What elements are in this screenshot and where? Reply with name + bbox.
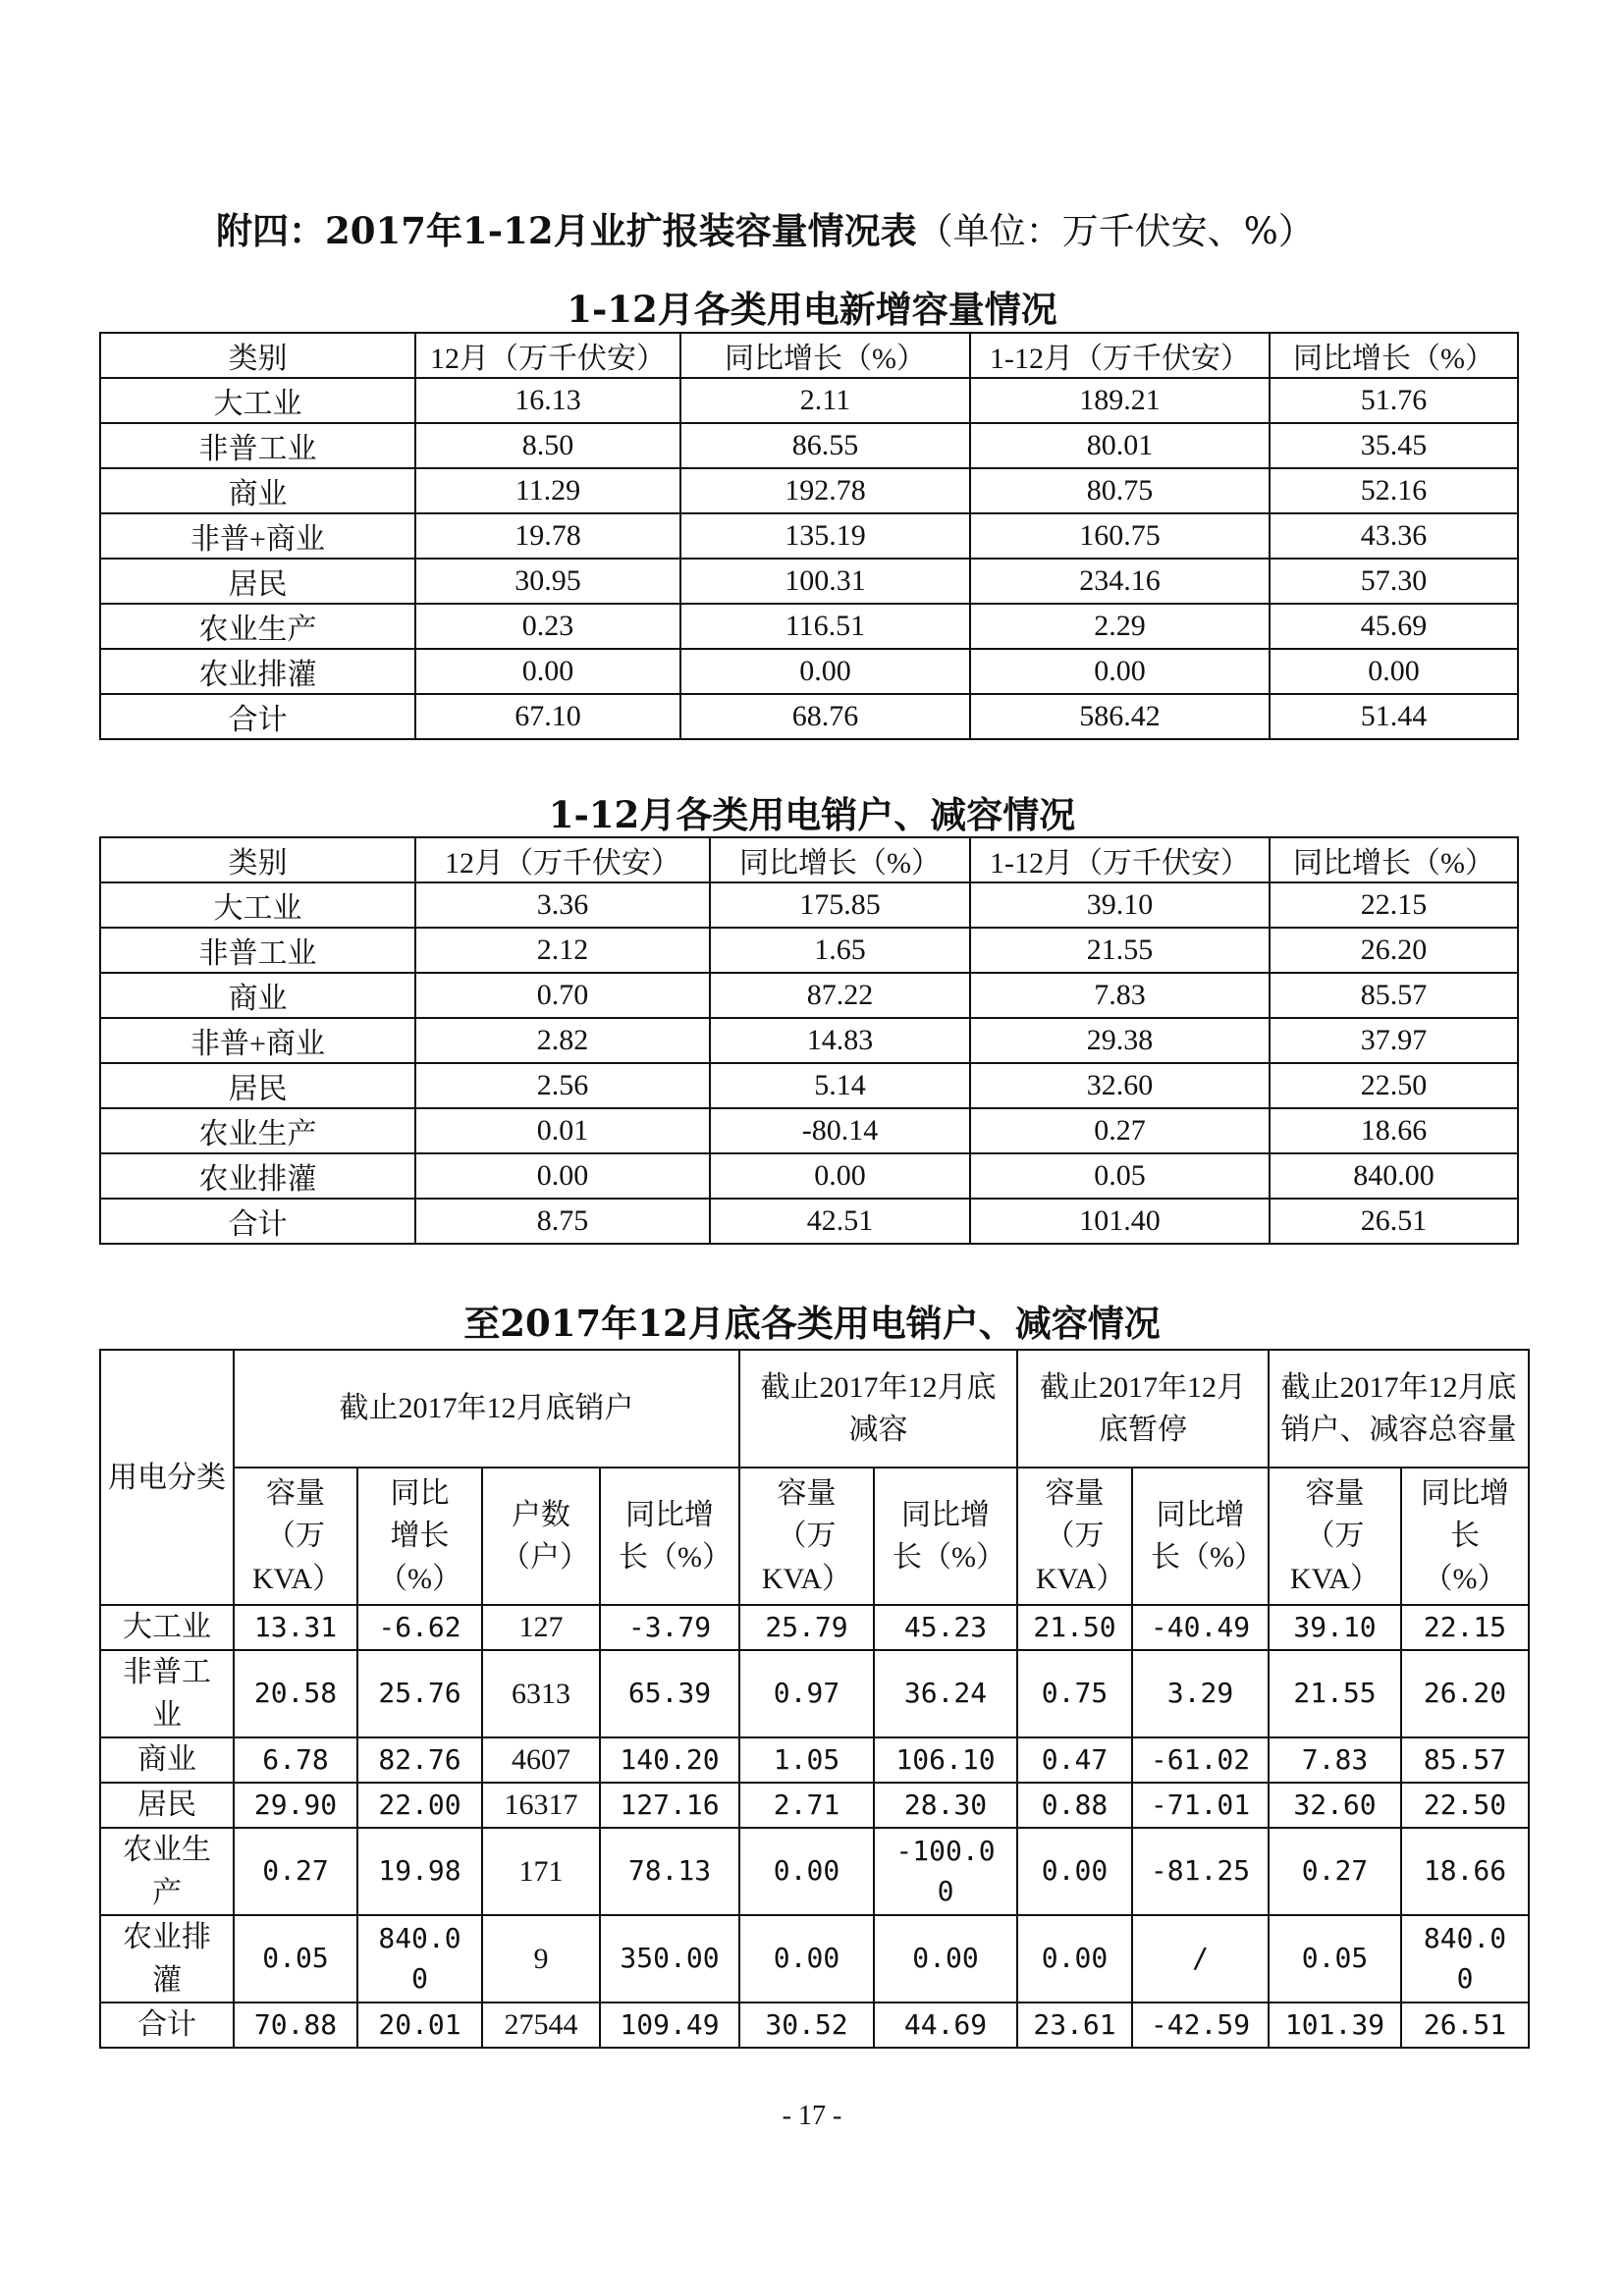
table-cell: 0.27 xyxy=(234,1828,357,1915)
cancel-reduce-table xyxy=(99,836,1519,1245)
column-header: 类别 xyxy=(100,837,415,882)
table-row xyxy=(100,2002,1529,2048)
table-cell: 21.50 xyxy=(1017,1605,1132,1650)
table-cell: 70.88 xyxy=(234,2002,357,2048)
table-cell: 22.00 xyxy=(357,1783,482,1828)
table-cell: 0.01 xyxy=(415,1108,710,1153)
table-cell: 87.22 xyxy=(710,973,970,1018)
table-cell: 27544 xyxy=(482,2002,600,2048)
table-cell: 0.23 xyxy=(415,604,680,649)
column-header: 容量（万KVA） xyxy=(1017,1468,1132,1605)
header-row xyxy=(100,333,1518,378)
table-cell: 0.00 xyxy=(680,649,970,694)
table-row xyxy=(100,1737,1529,1783)
column-header: 12月（万千伏安） xyxy=(415,333,680,378)
table-cell: 100.31 xyxy=(680,559,970,604)
table-cell: 28.30 xyxy=(874,1783,1017,1828)
table-cell: 127.16 xyxy=(600,1783,739,1828)
column-header: 同比增长（%） xyxy=(357,1468,482,1605)
table-cell: 19.78 xyxy=(415,513,680,559)
document-unit-note: （单位：万千伏安、%） xyxy=(916,210,1315,252)
column-header: 同比增长（%） xyxy=(600,1468,739,1605)
table-cell: 80.01 xyxy=(970,423,1270,468)
new-capacity-table xyxy=(99,332,1519,740)
table-cell: 16317 xyxy=(482,1783,600,1828)
table-cell: -71.01 xyxy=(1132,1783,1269,1828)
column-header: 同比增长（%） xyxy=(1270,837,1518,882)
table-cell: 29.90 xyxy=(234,1783,357,1828)
table-cell: 26.51 xyxy=(1401,2002,1529,2048)
row-label: 合计 xyxy=(100,1199,415,1244)
table-cell: 189.21 xyxy=(970,378,1270,423)
table-row xyxy=(100,1783,1529,1828)
table-cell: 25.79 xyxy=(739,1605,874,1650)
table-cell: 0.00 xyxy=(710,1153,970,1199)
row-label: 居民 xyxy=(100,1063,415,1108)
column-header: 1-12月（万千伏安） xyxy=(970,333,1270,378)
table-cell: 11.29 xyxy=(415,468,680,513)
row-label: 居民 xyxy=(100,559,415,604)
table-cell: 22.50 xyxy=(1270,1063,1518,1108)
table-cell: 0.75 xyxy=(1017,1650,1132,1737)
table-row xyxy=(100,1018,1518,1063)
row-label: 非普工业 xyxy=(100,928,415,973)
table-cell: 37.97 xyxy=(1270,1018,1518,1063)
table-row xyxy=(100,1153,1518,1199)
table-cell: 116.51 xyxy=(680,604,970,649)
group-header-suspend: 截止2017年12月底暂停 xyxy=(1017,1350,1269,1468)
table-cell: 840.00 xyxy=(357,1915,482,2002)
row-label: 农业生产 xyxy=(100,604,415,649)
table-cell: 0.27 xyxy=(970,1108,1270,1153)
column-header: 同比增长（%） xyxy=(680,333,970,378)
table-cell: 350.00 xyxy=(600,1915,739,2002)
table-cell: / xyxy=(1132,1915,1269,2002)
table-cell: 5.14 xyxy=(710,1063,970,1108)
table-cell: 85.57 xyxy=(1270,973,1518,1018)
table-cell: 6.78 xyxy=(234,1737,357,1783)
table-cell: 26.51 xyxy=(1270,1199,1518,1244)
table-cell: 1.65 xyxy=(710,928,970,973)
table-row xyxy=(100,1915,1529,2002)
row-label: 农业生产 xyxy=(100,1828,234,1915)
row-label: 商业 xyxy=(100,973,415,1018)
group-header-cancel: 截止2017年12月底销户 xyxy=(234,1350,739,1468)
table-cell: 20.58 xyxy=(234,1650,357,1737)
row-label: 大工业 xyxy=(100,882,415,928)
table-cell: -42.59 xyxy=(1132,2002,1269,2048)
table-cell: 171 xyxy=(482,1828,600,1915)
table-cell: 86.55 xyxy=(680,423,970,468)
document-title xyxy=(216,201,1394,254)
header-row xyxy=(100,837,1518,882)
group-header-reduce: 截止2017年12月底减容 xyxy=(739,1350,1017,1468)
table-cell: 26.20 xyxy=(1270,928,1518,973)
group-header-total: 截止2017年12月底销户、减容总容量 xyxy=(1269,1350,1529,1468)
table-cell: 45.23 xyxy=(874,1605,1017,1650)
table-cell: 234.16 xyxy=(970,559,1270,604)
table-cell: 0.00 xyxy=(415,1153,710,1199)
table-row xyxy=(100,1605,1529,1650)
table-cell: 42.51 xyxy=(710,1199,970,1244)
column-header: 容量（万KVA） xyxy=(234,1468,357,1605)
table-cell: 135.19 xyxy=(680,513,970,559)
table-cell: 57.30 xyxy=(1270,559,1518,604)
table-cell: 3.36 xyxy=(415,882,710,928)
table-cell: 45.69 xyxy=(1270,604,1518,649)
table3-title: 至2017年12月底各类用电销户、减容情况 xyxy=(463,1302,1161,1345)
table-cell: 7.83 xyxy=(1269,1737,1401,1783)
table-cell: 2.29 xyxy=(970,604,1270,649)
table-cell: 30.52 xyxy=(739,2002,874,2048)
table-cell: 39.10 xyxy=(970,882,1270,928)
table-cell: 19.98 xyxy=(357,1828,482,1915)
row-label: 居民 xyxy=(100,1783,234,1828)
table-cell: 0.05 xyxy=(234,1915,357,2002)
table-cell: 9 xyxy=(482,1915,600,2002)
table-cell: -40.49 xyxy=(1132,1605,1269,1650)
table-cell: 0.00 xyxy=(1017,1828,1132,1915)
table-cell: 29.38 xyxy=(970,1018,1270,1063)
table-cell: 0.00 xyxy=(1270,649,1518,694)
row-label: 大工业 xyxy=(100,378,415,423)
table-cell: 2.82 xyxy=(415,1018,710,1063)
table-cell: 0.70 xyxy=(415,973,710,1018)
table-cell: 78.13 xyxy=(600,1828,739,1915)
table-cell: 32.60 xyxy=(1269,1783,1401,1828)
page-number: - 17 - xyxy=(782,2101,842,2131)
table-row xyxy=(100,378,1518,423)
table-row xyxy=(100,649,1518,694)
table-cell: 6313 xyxy=(482,1650,600,1737)
table-cell: 68.76 xyxy=(680,694,970,739)
table-cell: 23.61 xyxy=(1017,2002,1132,2048)
row-header-category: 用电分类 xyxy=(100,1350,234,1605)
table-cell: 22.15 xyxy=(1270,882,1518,928)
column-header: 类别 xyxy=(100,333,415,378)
table-cell: 20.01 xyxy=(357,2002,482,2048)
table-cell: -3.79 xyxy=(600,1605,739,1650)
table-cell: 586.42 xyxy=(970,694,1270,739)
row-label: 农业生产 xyxy=(100,1108,415,1153)
table-cell: -100.00 xyxy=(874,1828,1017,1915)
table-row xyxy=(100,1199,1518,1244)
table-cell: 13.31 xyxy=(234,1605,357,1650)
table-cell: 36.24 xyxy=(874,1650,1017,1737)
row-label: 合计 xyxy=(100,2002,234,2048)
table-cell: 0.05 xyxy=(1269,1915,1401,2002)
table-cell: 18.66 xyxy=(1270,1108,1518,1153)
table-cell: 39.10 xyxy=(1269,1605,1401,1650)
table-cell: 101.40 xyxy=(970,1199,1270,1244)
table-cell: 2.56 xyxy=(415,1063,710,1108)
table-cell: -80.14 xyxy=(710,1108,970,1153)
table-cell: 0.00 xyxy=(739,1915,874,2002)
table-cell: 32.60 xyxy=(970,1063,1270,1108)
table-cell: 2.11 xyxy=(680,378,970,423)
table-row xyxy=(100,882,1518,928)
table-cell: 840.00 xyxy=(1401,1915,1529,2002)
column-header: 容量（万KVA） xyxy=(1269,1468,1401,1605)
table-cell: 3.29 xyxy=(1132,1650,1269,1737)
column-header: 12月（万千伏安） xyxy=(415,837,710,882)
row-label: 商业 xyxy=(100,1737,234,1783)
table-cell: 35.45 xyxy=(1270,423,1518,468)
table-cell: 0.47 xyxy=(1017,1737,1132,1783)
column-header: 1-12月（万千伏安） xyxy=(970,837,1270,882)
table-cell: 14.83 xyxy=(710,1018,970,1063)
table-cell: 80.75 xyxy=(970,468,1270,513)
table-cell: 43.36 xyxy=(1270,513,1518,559)
table-cell: 106.10 xyxy=(874,1737,1017,1783)
table-cell: 67.10 xyxy=(415,694,680,739)
table-cell: 7.83 xyxy=(970,973,1270,1018)
row-label: 商业 xyxy=(100,468,415,513)
table-cell: 8.50 xyxy=(415,423,680,468)
column-header: 同比增长（%） xyxy=(1401,1468,1529,1605)
column-header: 同比增长（%） xyxy=(874,1468,1017,1605)
table-cell: 18.66 xyxy=(1401,1828,1529,1915)
table-cell: 101.39 xyxy=(1269,2002,1401,2048)
table-cell: 140.20 xyxy=(600,1737,739,1783)
table-cell: 0.27 xyxy=(1269,1828,1401,1915)
table-cell: 44.69 xyxy=(874,2002,1017,2048)
table-cell: 21.55 xyxy=(1269,1650,1401,1737)
column-header: 同比增长（%） xyxy=(1270,333,1518,378)
row-label: 非普工业 xyxy=(100,1650,234,1737)
table-cell: 0.97 xyxy=(739,1650,874,1737)
table-row xyxy=(100,928,1518,973)
table-cell: 0.00 xyxy=(970,649,1270,694)
row-label: 大工业 xyxy=(100,1605,234,1650)
table-cell: 22.15 xyxy=(1401,1605,1529,1650)
table-cell: 51.76 xyxy=(1270,378,1518,423)
row-label: 合计 xyxy=(100,694,415,739)
table-row xyxy=(100,1108,1518,1153)
table-cell: 85.57 xyxy=(1401,1737,1529,1783)
table-cell: 127 xyxy=(482,1605,600,1650)
table-row xyxy=(100,423,1518,468)
table-cell: 25.76 xyxy=(357,1650,482,1737)
table-cell: -61.02 xyxy=(1132,1737,1269,1783)
table-cell: 51.44 xyxy=(1270,694,1518,739)
table-row xyxy=(100,694,1518,739)
row-label: 农业排灌 xyxy=(100,649,415,694)
column-header: 户数（户） xyxy=(482,1468,600,1605)
table-row xyxy=(100,468,1518,513)
column-header: 容量（万KVA） xyxy=(739,1468,874,1605)
column-header: 同比增长（%） xyxy=(1132,1468,1269,1605)
table-row xyxy=(100,513,1518,559)
row-label: 农业排灌 xyxy=(100,1153,415,1199)
table2-title: 1-12月各类用电销户、减容情况 xyxy=(548,793,1076,836)
table-cell: 192.78 xyxy=(680,468,970,513)
table-cell: 21.55 xyxy=(970,928,1270,973)
table-cell: 22.50 xyxy=(1401,1783,1529,1828)
table-cell: 1.05 xyxy=(739,1737,874,1783)
table-cell: 52.16 xyxy=(1270,468,1518,513)
table-cell: 30.95 xyxy=(415,559,680,604)
row-label: 非普工业 xyxy=(100,423,415,468)
table-cell: -6.62 xyxy=(357,1605,482,1650)
table-cell: 16.13 xyxy=(415,378,680,423)
table-row xyxy=(100,973,1518,1018)
row-label: 非普+商业 xyxy=(100,1018,415,1063)
table-row xyxy=(100,1063,1518,1108)
table-cell: 160.75 xyxy=(970,513,1270,559)
table-cell: 0.00 xyxy=(739,1828,874,1915)
table-cell: 2.12 xyxy=(415,928,710,973)
table-cell: 0.00 xyxy=(1017,1915,1132,2002)
table-cell: 0.88 xyxy=(1017,1783,1132,1828)
table-cell: 8.75 xyxy=(415,1199,710,1244)
table-cell: 4607 xyxy=(482,1737,600,1783)
table-row xyxy=(100,1828,1529,1915)
row-label: 农业排灌 xyxy=(100,1915,234,2002)
document-title-text: 附四：2017年1-12月业扩报装容量情况表 xyxy=(216,209,917,252)
table-cell: 0.00 xyxy=(415,649,680,694)
table-cell: 65.39 xyxy=(600,1650,739,1737)
table-cell: 175.85 xyxy=(710,882,970,928)
table-cell: 82.76 xyxy=(357,1737,482,1783)
table-cell: 109.49 xyxy=(600,2002,739,2048)
table-cell: 26.20 xyxy=(1401,1650,1529,1737)
table-cell: 0.00 xyxy=(874,1915,1017,2002)
column-header: 同比增长（%） xyxy=(710,837,970,882)
table-row xyxy=(100,604,1518,649)
row-label: 非普+商业 xyxy=(100,513,415,559)
table-row xyxy=(100,1650,1529,1737)
table-cell: 2.71 xyxy=(739,1783,874,1828)
year-end-cancel-reduce-table xyxy=(99,1349,1530,2049)
table-cell: -81.25 xyxy=(1132,1828,1269,1915)
table1-title: 1-12月各类用电新增容量情况 xyxy=(567,288,1057,331)
table-cell: 0.05 xyxy=(970,1153,1270,1199)
table-cell: 840.00 xyxy=(1270,1153,1518,1199)
table-row xyxy=(100,559,1518,604)
